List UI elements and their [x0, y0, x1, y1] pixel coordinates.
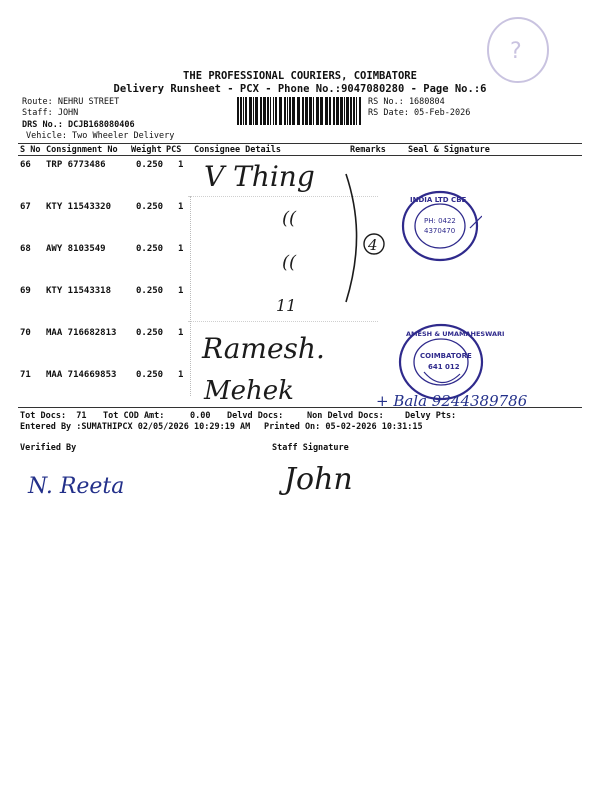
- barcode: [237, 97, 365, 125]
- staff-signature-label: Staff Signature: [272, 443, 349, 453]
- table-row-sno: 67: [20, 202, 31, 212]
- stamp1-text: INDIA LTD CBE: [410, 196, 467, 204]
- stamp2-city: COIMBATORE: [420, 352, 472, 360]
- vehicle-label: Vehicle: Two Wheeler Delivery: [26, 131, 175, 141]
- staff-label: Staff: JOHN: [22, 108, 79, 118]
- table-row-consignment: KTY 11543318: [46, 286, 112, 296]
- stamp2-pin: 641 012: [428, 363, 460, 371]
- table-row-pcs: 1: [178, 328, 184, 338]
- col-remarks: Remarks: [350, 145, 386, 155]
- handwritten-consignee: Ramesh.: [202, 332, 325, 365]
- col-weight: Weight: [131, 145, 162, 155]
- col-consignment: Consignment No: [46, 145, 118, 155]
- table-row-weight: 0.250: [136, 244, 164, 254]
- table-row-pcs: 1: [178, 370, 184, 380]
- runsheet-subtitle: Delivery Runsheet - PCX - Phone No.:9047080280 - Page No.:6: [113, 83, 487, 95]
- table-row-consignment: TRP 6773486: [46, 160, 106, 170]
- company-title: THE PROFESSIONAL COURIERS, COIMBATORE: [183, 70, 417, 82]
- table-row-sno: 70: [20, 328, 31, 338]
- handwritten-consignee: Mehek: [204, 376, 294, 406]
- col-consignee: Consignee Details: [194, 145, 281, 155]
- handwritten-bracket: [340, 170, 390, 310]
- table-row-consignment: MAA 716682813: [46, 328, 117, 338]
- table-row-sno: 66: [20, 160, 31, 170]
- col-pcs: PCS: [166, 145, 182, 155]
- handwritten-ditto: ((: [282, 252, 297, 273]
- table-row-consignment: MAA 714669853: [46, 370, 117, 380]
- table-row-pcs: 1: [178, 244, 184, 254]
- rs-date-label: RS Date: 05-Feb-2026: [368, 108, 471, 118]
- handwritten-ditto: 11: [276, 296, 297, 315]
- handwritten-ditto: ((: [282, 208, 297, 229]
- table-row-weight: 0.250: [136, 328, 164, 338]
- delvd-docs: Delvd Docs:: [227, 411, 284, 421]
- printed-on: Printed On: 05-02-2026 10:31:15: [264, 422, 423, 432]
- table-top-rule: [18, 143, 582, 144]
- table-row-consignment: AWY 8103549: [46, 244, 106, 254]
- stamp2-text: AMESH & UMAMAHESWARI: [406, 330, 505, 338]
- verified-by-label: Verified By: [20, 443, 77, 453]
- table-row-weight: 0.250: [136, 160, 164, 170]
- handwritten-consignee: V Thing: [204, 160, 315, 193]
- col-sno: S No: [20, 145, 41, 155]
- rs-no-label: RS No.: 1680804: [368, 97, 445, 107]
- handwritten-remark: 4: [368, 236, 378, 254]
- table-row-sno: 68: [20, 244, 31, 254]
- delvy-pts: Delvy Pts:: [405, 411, 457, 421]
- entered-by: Entered By :SUMATHIPCX 02/05/2026 10:29:19 AM: [20, 422, 251, 432]
- route-label: Route: NEHRU STREET: [22, 97, 120, 107]
- consignee-column-edge: [190, 196, 191, 396]
- table-row-sno: 69: [20, 286, 31, 296]
- table-row-consignment: KTY 11543320: [46, 202, 112, 212]
- row-separator: [188, 321, 378, 322]
- table-header-rule: [18, 155, 582, 156]
- tot-cod: Tot COD Amt: 0.00: [103, 411, 211, 421]
- table-row-sno: 71: [20, 370, 31, 380]
- table-row-pcs: 1: [178, 202, 184, 212]
- tot-docs: Tot Docs: 71: [20, 411, 87, 421]
- non-delvd-docs: Non Delvd Docs:: [307, 411, 384, 421]
- verifier-signature: N. Reeta: [28, 474, 125, 499]
- drs-label: DRS No.: DCJB168080406: [22, 120, 135, 130]
- table-row-weight: 0.250: [136, 370, 164, 380]
- table-row-pcs: 1: [178, 160, 184, 170]
- table-row-weight: 0.250: [136, 202, 164, 212]
- handwritten-phone-note: + Bala 9244389786: [376, 392, 528, 410]
- col-seal: Seal & Signature: [408, 145, 490, 155]
- staff-signature: John: [284, 462, 353, 497]
- footer-rule: [18, 407, 582, 408]
- table-row-weight: 0.250: [136, 286, 164, 296]
- table-row-pcs: 1: [178, 286, 184, 296]
- svg-text:?: ?: [510, 39, 522, 64]
- stamp1-phone: PH: 0422: [424, 217, 456, 225]
- stamp1-number: 4370470: [424, 227, 456, 235]
